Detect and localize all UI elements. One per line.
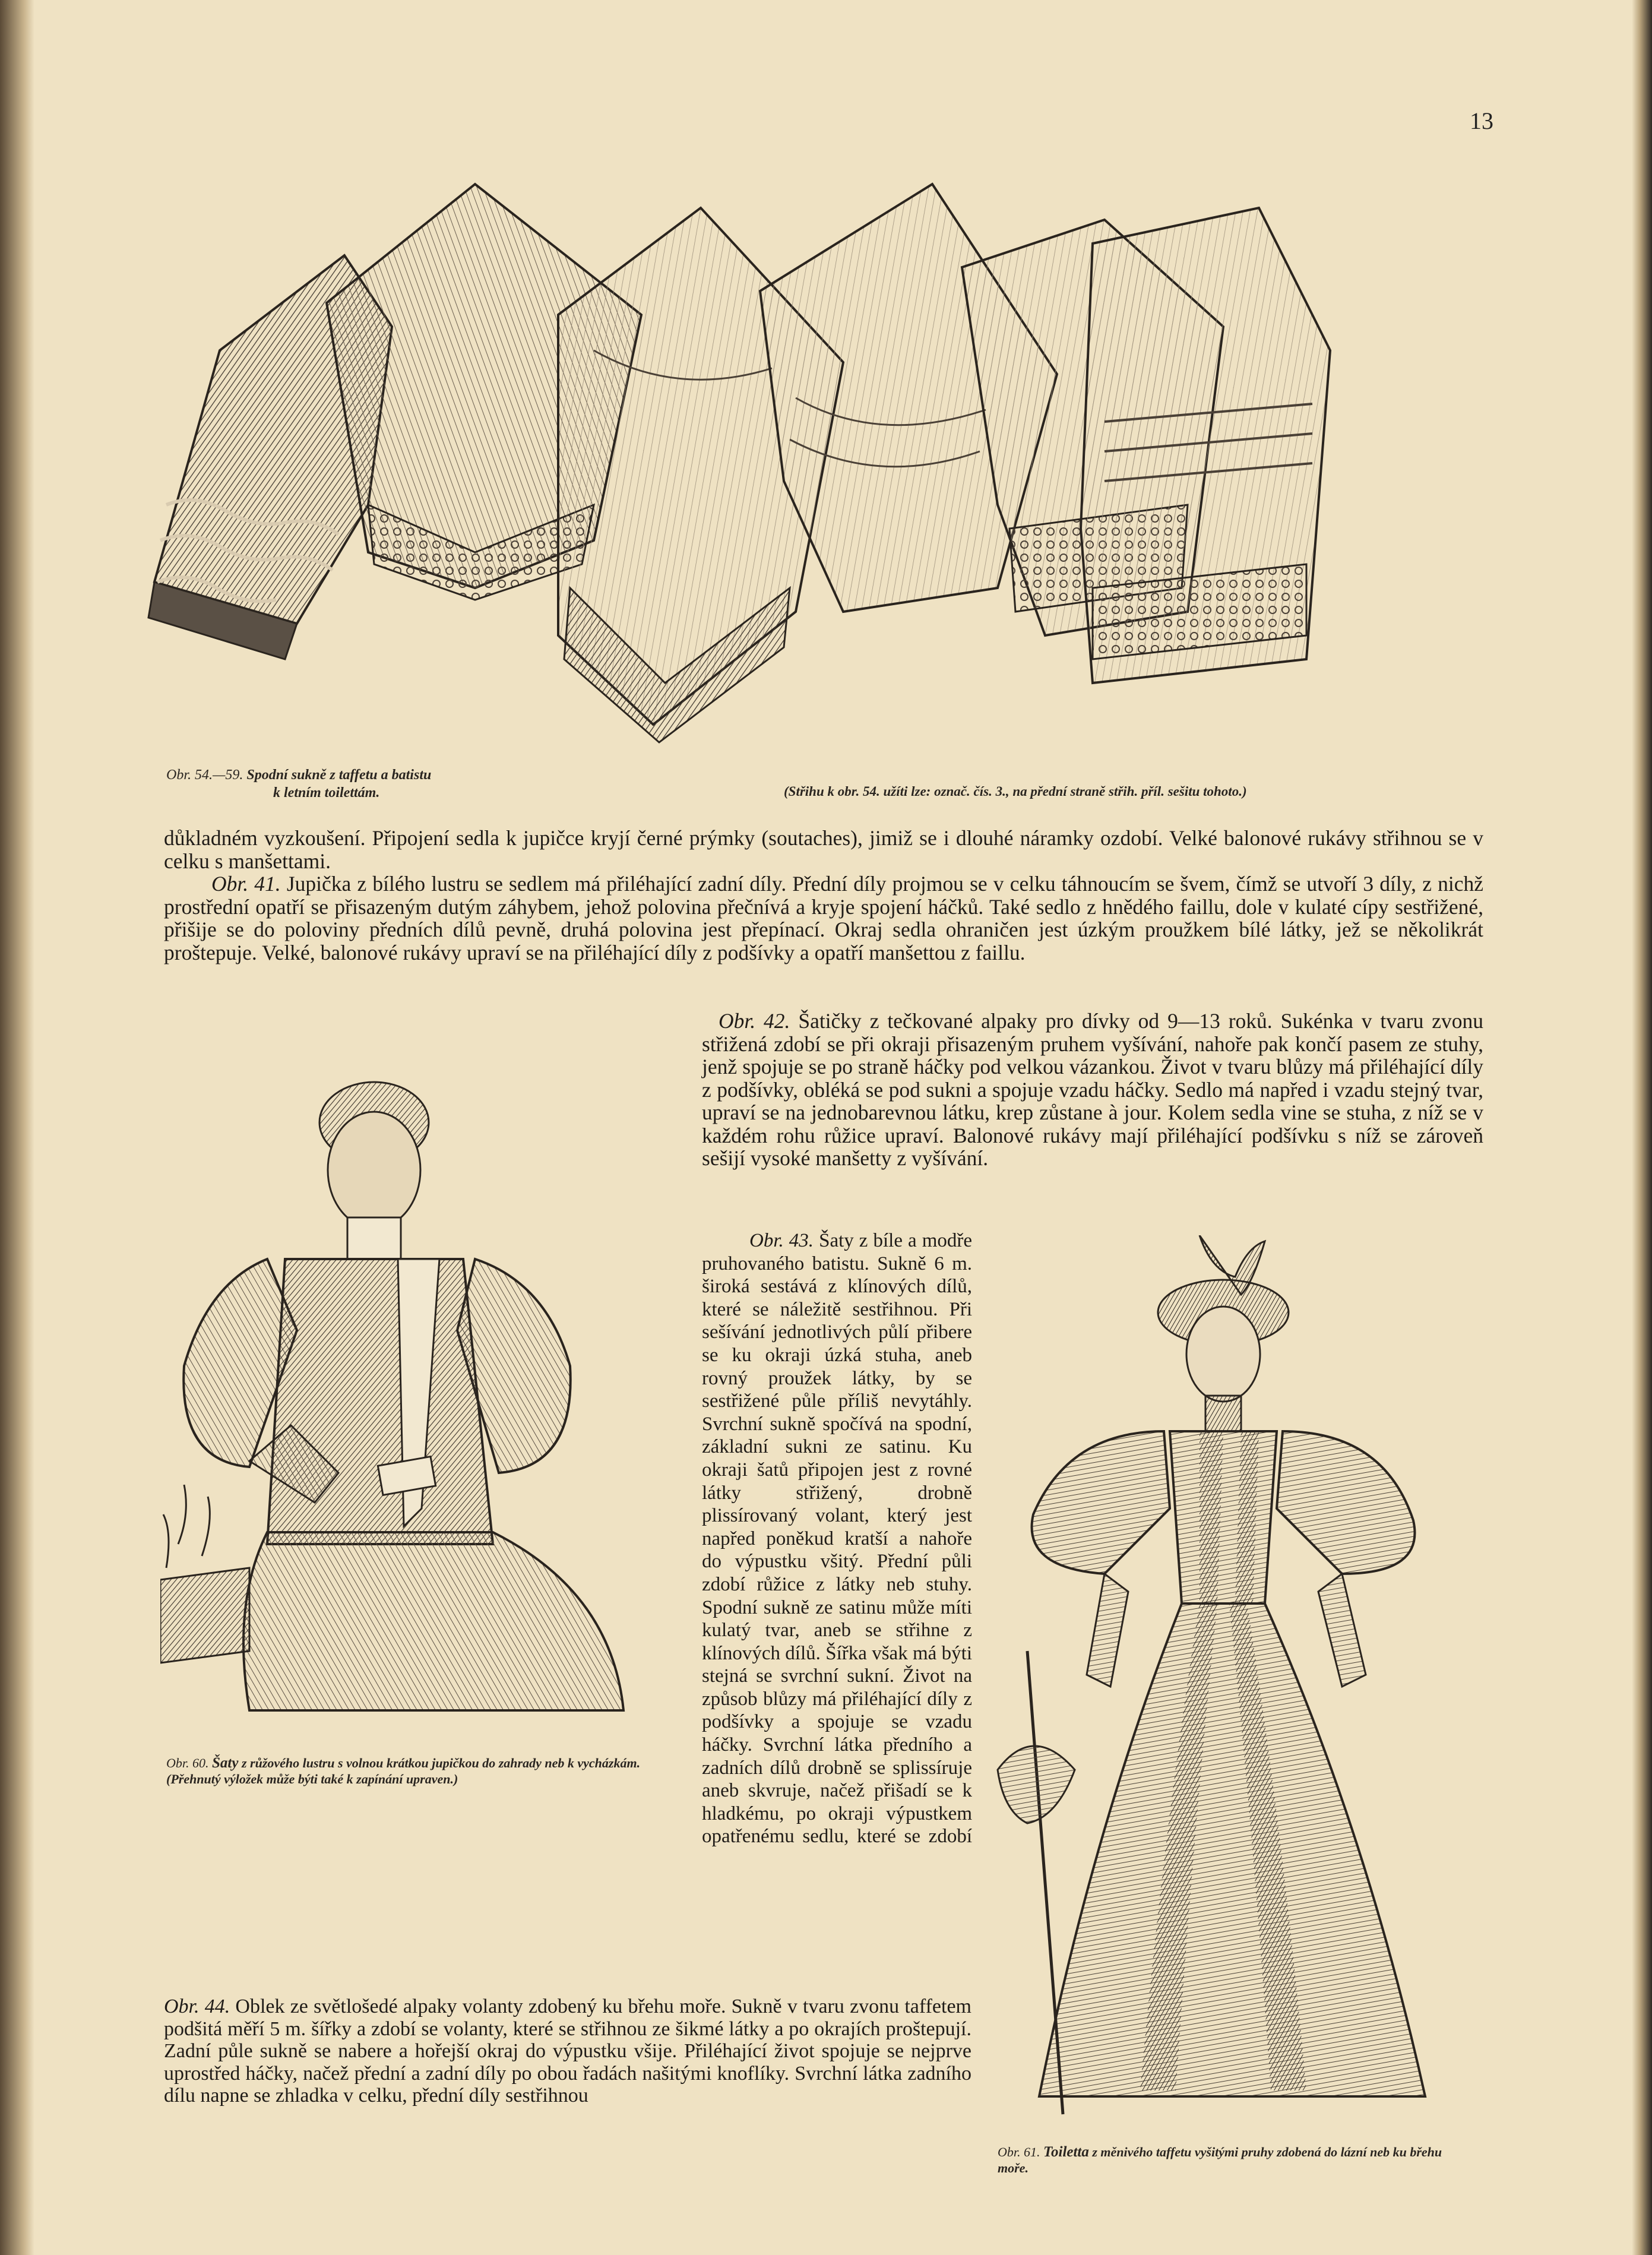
fig-60-title: Šaty: [212, 1755, 239, 1771]
fig-60-caption: [166, 1755, 689, 1787]
petticoats-illustration: [143, 172, 1461, 766]
paragraph-obr-42: [702, 1010, 1483, 1170]
fig-54-59-caption: [166, 766, 582, 802]
obr-41-text: Jupička z bílého lustru se sedlem má přiléhající zadní díly. Přední díly projmou se v celku táhnoucím se švem, čímž se utvoří 3 díly, z nichž prostřední opatří se přisazeným dutým záhybem, jehož polovina přečnívá a kryje spojení háčků. Také sedlo z hnědého faillu, dole v kulaté cípy sestřižené, přišije se do poloviny předních dílů pevně, druhá polovina jest přepínací. Okraj sedla ohraničen jest úzkým proužkem bílé látky, jež se několikrát proštepuje. Velké, balonové rukávy upraví se na přiléhající díly z podšívky a opatří manšettou z faillu.: [164, 872, 1483, 964]
standing-woman-illustration: [986, 1235, 1479, 2126]
fig-54-59-label: Obr. 54.—59.: [166, 767, 243, 783]
paragraph-1: důkladném vyzkoušení. Připojení sedla k jupičce kryjí černé prýmky (soutaches), jimiž se i dlouhé náramky ozdobí. Velké balonové rukávy střihnou se v celku s manšettami.: [164, 826, 1483, 873]
text-block-full-width: [164, 827, 1483, 964]
obr-42-label: Obr. 42.: [719, 1009, 790, 1033]
obr-43-text: Šaty z bíle a modře pruhovaného batistu. Sukně 6 m. široká sestává z klínových dílů, které se náležitě sestřihnou. Při sešívání jednotlivých půlí přibere se ku okraji úzká stuha, aneb rovný proužek látky, by se sestřižené půle příliš nevytáhly. Svrchní sukně spočívá na spodní, základní sukni ze satinu. Ku okraji šatů připojen jest z rovné látky střižený, drobně plissírovaný volant, který jest napřed poněkud kratší a nahoře do výpustku všitý. Přední půli zdobí růžice z látky neb stuhy. Spodní sukně ze satinu může míti kulatý tvar, aneb se střihne z klínových dílů. Šířka však má býti stejná se svrchní sukní. Život na způsob blůzy má přiléhající díly z podšívky a spojuje se vzadu háčky. Svrchní látka předního a zadních dílů drobně se splissíruje aneb skvruje, načež přišadí se k hladkému, po okraji výpustkem opatřenému sedlu, které se zdobí: [702, 1230, 972, 1847]
text-block-narrow-column: [702, 1229, 972, 1847]
page-number: 13: [1470, 107, 1493, 134]
paragraph-obr-43: [702, 1229, 972, 1847]
fig-61-label: Obr. 61.: [998, 2145, 1040, 2159]
fig-60-label: Obr. 60.: [166, 1756, 209, 1770]
batiste-petticoats: [760, 184, 1330, 683]
page-edge-shadow: [1632, 0, 1652, 2255]
obr-44-text: Oblek ze světlošedé alpaky volanty zdobený ku břehu moře. Sukně v tvaru zvonu taffetem podšitá měří 5 m. šířky a zdobí se volanty, které se střihnou ze šikmé látky a po okrajích proštepují. Zadní půle sukně se nabere a hořejší okraj do výpustku všije. Přiléhající život spojuje se nejprve uprostřed háčky, načež přední a zadní díly po obou řadách našitými knoflíky. Svrchní látka zadního dílu napne se zhladka v celku, přední díly sestřihnou: [164, 1995, 971, 2107]
text-block-lower-left: [164, 1995, 971, 2107]
fig-60-text: z růžového lustru s volnou krátkou jupičkou do zahrady neb k vycházkám.: [241, 1756, 641, 1770]
fig-54-59-title: Spodní sukně z taffetu a batistu: [246, 767, 432, 783]
obr-42-text: Šatičky z tečkované alpaky pro dívky od 9—13 roků. Sukénka v tvaru zvonu střižená zdobí se při okraji přisazeným pruhem vyšívání, nahoře pak končí pasem ze stuhy, jenž spojuje se po straně háčky pod velkou vázankou. Život v tvaru blůzy má přiléhající díly z podšívky, obléká se pod sukni a spojuje vzadu háčky. Sedlo má napřed i vzadu stejný tvar, upraví se na jednobarevnou látku, krep zůstane à jour. Kolem sedla vine se stuha, z níž se v každém rohu růžice upraví. Balonové rukávy mají přiléhající podšívku s níž se zároveň sešijí vysoké manšetty z vyšívání.: [702, 1009, 1483, 1170]
text-block-right-column: [702, 1010, 1483, 1170]
paragraph-obr-41: [164, 872, 1483, 964]
fig-54-59-rest: k letním toilettám.: [273, 785, 380, 801]
seated-woman-illustration: [160, 1010, 695, 1752]
fig-61-text: z měnivého taffetu vyšitými pruhy zdobená do lázní neb ku břehu moře.: [998, 2145, 1442, 2175]
fig-54-note: (Střihu k obr. 54. užíti lze: označ. čís. 3., na přední straně střih. příl. sešitu tohoto.): [784, 784, 1247, 799]
book-spine-shadow: [0, 0, 34, 2255]
obr-41-label: Obr. 41.: [211, 872, 281, 896]
obr-43-label: Obr. 43.: [749, 1230, 814, 1251]
fig-60-note: (Přehnutý výložek může býti také k zapínání upraven.): [166, 1772, 458, 1786]
obr-44-label: Obr. 44.: [164, 1995, 230, 2017]
paragraph-obr-44: [164, 1995, 971, 2107]
fig-61-title: Toiletta: [1043, 2144, 1089, 2160]
fig-61-caption: [998, 2144, 1473, 2176]
